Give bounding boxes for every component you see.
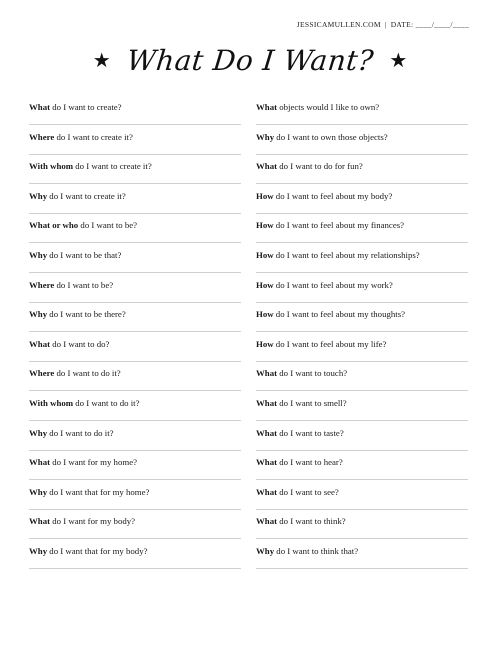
question-item [29,511,241,541]
question-item [29,97,241,127]
question-rest: do I want to think? [277,516,346,527]
answer-line[interactable] [256,183,468,184]
question-keyword: Why [29,486,48,497]
question-keyword: What [256,457,278,468]
question-text [256,423,468,439]
question-item [256,482,468,512]
answer-line[interactable] [29,538,241,539]
question-rest: do I want to hear? [277,457,343,468]
question-item [29,452,241,482]
question-text [29,482,241,498]
question-rest: do I want to create it? [54,131,133,142]
question-keyword: Why [29,249,48,260]
question-rest: do I want to feel about my finances? [273,220,405,231]
question-item [256,393,468,423]
answer-line[interactable] [29,331,241,332]
question-text [29,363,241,379]
left-question-column [29,97,241,571]
question-keyword: Why [256,131,275,142]
question-item [29,156,241,186]
question-rest: do I want to do it? [73,397,140,408]
question-rest: do I want to think that? [274,545,359,556]
answer-line[interactable] [256,361,468,362]
question-item [256,186,468,216]
question-keyword: How [256,338,274,349]
question-text [29,186,241,202]
question-text [256,393,468,409]
question-rest: do I want that for my home? [47,486,150,497]
header-bar [297,20,469,29]
answer-line[interactable] [29,509,241,510]
answer-line[interactable] [29,450,241,451]
question-keyword: What [29,457,51,468]
question-rest: do I want to be? [78,220,138,231]
question-item [256,423,468,453]
question-item [29,275,241,305]
question-item [29,423,241,453]
question-text [256,541,468,557]
question-item [29,482,241,512]
question-item [29,186,241,216]
question-text [29,156,241,172]
question-rest: do I want to do for fun? [277,161,363,172]
question-rest: do I want to create it? [47,190,126,201]
question-item [256,127,468,157]
star-icon-left: ★ [92,48,111,72]
question-text [29,127,241,143]
answer-line[interactable] [256,390,468,391]
question-text [256,511,468,527]
question-keyword: What [256,161,278,172]
answer-line[interactable] [29,272,241,273]
question-rest: do I want to create it? [73,161,152,172]
question-text [256,127,468,143]
question-text [256,304,468,320]
question-keyword: With whom [29,397,74,408]
answer-line[interactable] [29,479,241,480]
question-item [256,215,468,245]
answer-line[interactable] [256,538,468,539]
question-keyword: Where [29,279,55,290]
question-keyword: Why [29,545,48,556]
date-field[interactable]: ____/____/____ [415,20,469,29]
question-keyword: How [256,309,274,320]
answer-line[interactable] [29,183,241,184]
question-keyword: What [29,338,51,349]
question-keyword: How [256,220,274,231]
question-item [29,393,241,423]
question-item [256,363,468,393]
question-rest: do I want for my home? [50,457,137,468]
question-rest: do I want that for my body? [47,545,148,556]
answer-line[interactable] [256,302,468,303]
question-rest: do I want to taste? [277,427,344,438]
question-text [256,97,468,113]
question-rest: do I want to create? [50,102,122,112]
question-keyword: What [29,516,51,527]
question-item [29,215,241,245]
question-text [256,156,468,172]
header-separator: | [384,20,387,29]
question-text [256,186,468,202]
question-keyword: What [256,427,278,438]
answer-line[interactable] [29,568,241,569]
question-keyword: What [256,102,278,112]
question-item [256,511,468,541]
answer-line[interactable] [256,213,468,214]
question-text [256,334,468,350]
answer-line[interactable] [29,302,241,303]
question-rest: do I want to do? [50,338,110,349]
question-rest: do I want to do it? [47,427,114,438]
question-text [29,452,241,468]
question-keyword: How [256,190,274,201]
question-rest: do I want to feel about my relationships? [273,249,420,260]
question-text [29,541,241,557]
answer-line[interactable] [256,450,468,451]
question-item [256,334,468,364]
question-item [256,245,468,275]
question-keyword: Why [29,427,48,438]
answer-line[interactable] [256,568,468,569]
question-keyword: What [256,486,278,497]
question-rest: do I want to feel about my body? [273,190,393,201]
question-keyword: Why [29,309,48,320]
answer-line[interactable] [29,213,241,214]
title-row [0,40,500,80]
question-text [256,215,468,231]
question-text [29,334,241,350]
answer-line[interactable] [29,124,241,125]
question-keyword: What or who [29,220,79,231]
date-label: DATE: [390,20,414,29]
question-keyword: What [29,102,51,112]
answer-line[interactable] [256,242,468,243]
question-rest: do I want to be that? [47,249,122,260]
question-rest: do I want for my body? [50,516,136,527]
question-text [256,363,468,379]
question-item [256,304,468,334]
question-rest: do I want to feel about my thoughts? [273,309,406,320]
question-keyword: What [256,516,278,527]
site-name: JESSICAMULLEN.COM [296,20,381,29]
answer-line[interactable] [29,420,241,421]
question-keyword: What [256,397,278,408]
answer-line[interactable] [29,361,241,362]
answer-line[interactable] [29,390,241,391]
question-keyword: Where [29,368,55,379]
right-question-column [256,97,468,571]
question-text [29,215,241,231]
question-text [29,245,241,261]
question-rest: do I want to see? [277,486,339,497]
question-item [256,97,468,127]
question-text [256,275,468,291]
question-keyword: How [256,249,274,260]
question-rest: do I want to be? [54,279,114,290]
answer-line[interactable] [29,242,241,243]
question-rest: do I want to touch? [277,368,348,379]
question-text [29,511,241,527]
question-rest: do I want to feel about my work? [273,279,393,290]
question-text [256,482,468,498]
question-rest: objects would I like to own? [277,102,380,112]
question-rest: do I want to be there? [47,309,126,320]
question-keyword: What [256,368,278,379]
question-item [29,127,241,157]
question-text [256,452,468,468]
question-text [29,393,241,409]
answer-line[interactable] [256,154,468,155]
star-icon-right: ★ [389,48,408,72]
question-text [29,304,241,320]
question-item [29,541,241,571]
answer-line[interactable] [256,509,468,510]
question-item [256,452,468,482]
answer-line[interactable] [256,124,468,125]
question-item [256,541,468,571]
answer-line[interactable] [256,331,468,332]
question-item [256,156,468,186]
question-text [29,97,241,113]
answer-line[interactable] [256,479,468,480]
question-rest: do I want to do it? [54,368,121,379]
question-keyword: Why [29,190,48,201]
question-rest: do I want to feel about my life? [273,338,387,349]
question-text [29,423,241,439]
answer-line[interactable] [29,154,241,155]
question-keyword: Why [256,545,275,556]
question-item [29,245,241,275]
question-item [29,334,241,364]
question-rest: do I want to own those objects? [274,131,388,142]
answer-line[interactable] [256,420,468,421]
answer-line[interactable] [256,272,468,273]
page-title: What Do I Want? [124,43,376,77]
question-text [29,275,241,291]
question-keyword: With whom [29,161,74,172]
question-item [29,363,241,393]
question-keyword: Where [29,131,55,142]
question-keyword: How [256,279,274,290]
question-item [29,304,241,334]
question-item [256,275,468,305]
question-rest: do I want to smell? [277,397,347,408]
question-text [256,245,468,261]
